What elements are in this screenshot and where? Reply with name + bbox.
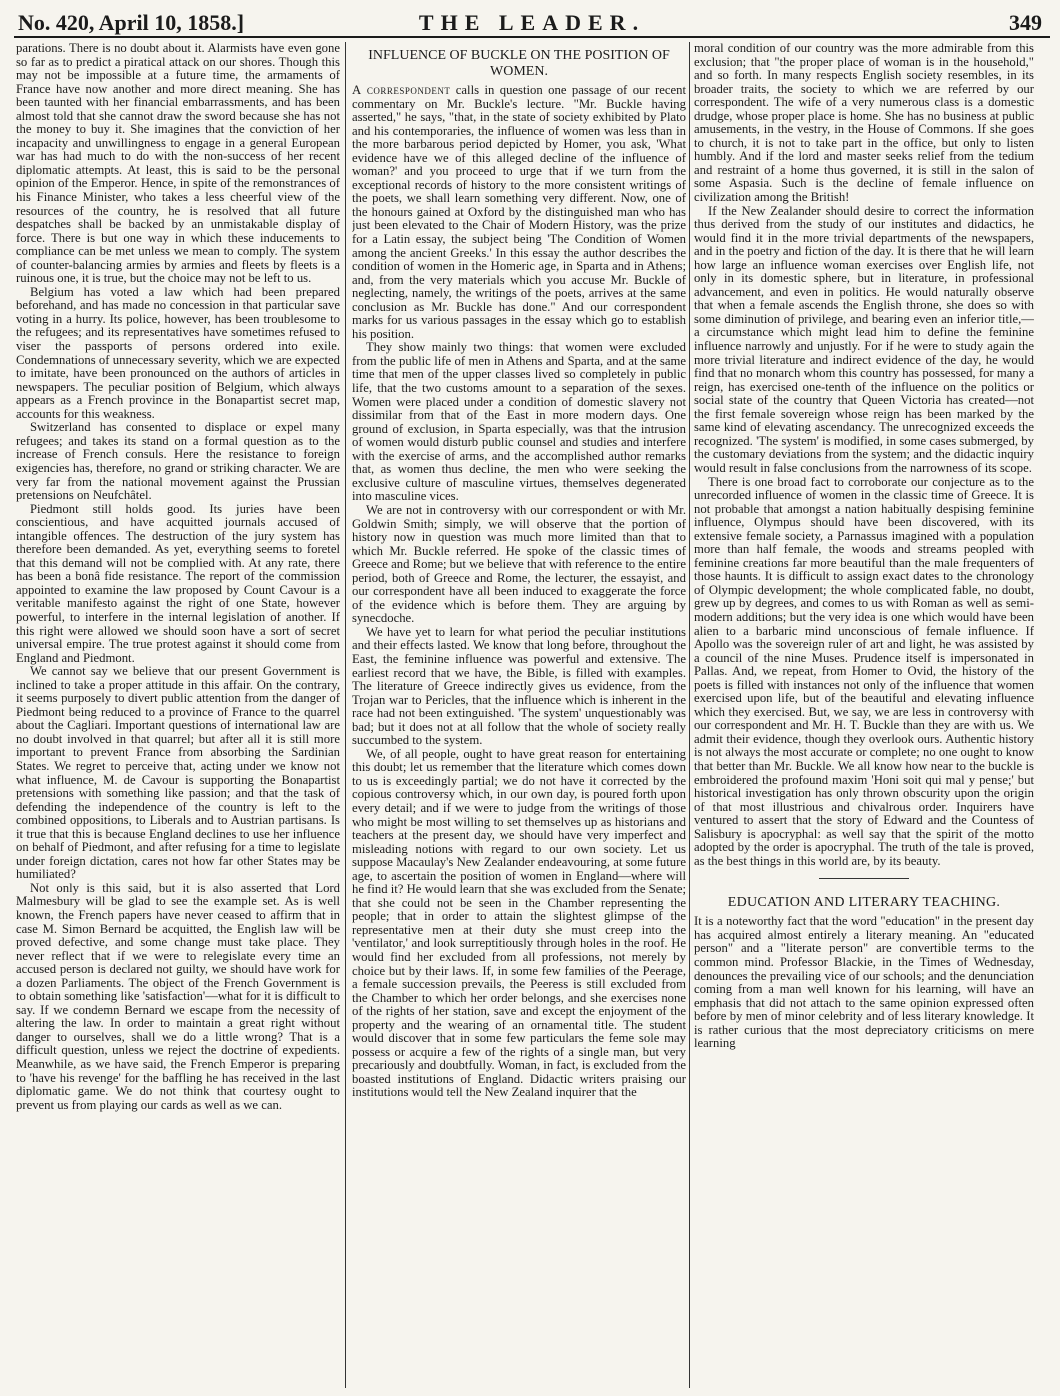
article-heading: EDUCATION AND LITERARY TEACHING. <box>727 895 1001 911</box>
page-number: 349 <box>1009 10 1042 35</box>
article-lead: A correspondent <box>352 83 451 97</box>
masthead <box>14 6 1050 38</box>
column-left <box>16 42 340 1388</box>
issue-info: No. 420, April 10, 1858.] <box>18 10 245 35</box>
article-paragraph: Not only is this said, but it is also asserted that Lord Malmesbury will be glad to see the example set. As is well known, the French papers have never ceased to affirm that in case M. Simon Bernard be acquitted, the English law will be proved defective, and some change must take place. They never reflect that if we were to relegislate every time an accused person is declared not guilty, we should have work for a dozen Parliaments. The object of the French Government is to obtain something like 'satisfaction'—what for it is difficult to say. If we condemn Bernard we escape from the necessity of altering the law. In order to maintain a great right without danger to ourselves, shall we do a little wrong? That is a difficult question, unless we reject the doctrine of expedients. Meanwhile, as we have said, the French Emperor is preparing to 'have his revenge' for the baffling he has received in the last diplomatic game. We do not think that courtesy ought to prevent us from playing our cards as well as we can. <box>16 880 340 1112</box>
column-rule <box>345 42 346 1388</box>
article-paragraph: We cannot say we believe that our present Government is inclined to take a proper attitude in this affair. On the contrary, it seems purposely to divert public attention from the danger of Piedmont being reduced to a province of France to the quarrel about the Cagliari. Important questions of international law are no doubt involved in that quarrel; but after all it is still more important to prevent France from absorbing the Sardinian States. We regret to perceive that, acting under we know not what influence, M. de Cavour is supporting the Bonapartist pretensions with something like passion; and that the task of defending the independence of the country is left to the combined oppositions, to Liberals and to Austrian partisans. Is it true that this is because England declines to use her influence on behalf of Piedmont, and after refusing for a time to legislate under foreign dictation, cares not how far other States may be humiliated? <box>16 664 340 882</box>
column-middle <box>352 42 686 1388</box>
article-paragraph: There is one broad fact to corroborate our conjecture as to the unrecorded influence of women in the classic time of Greece. It is not probable that amongst a nation habitually despising feminine influence, Olympus should have been discovered, with its extensive female society, a Parnassus imagined with a population more than half female, the woods and streams peopled with feminine creations far more beautiful than the male frequenters of those haunts. It is difficult to assign exact dates to the chronology of Olympic development; the whole complicated fable, no doubt, grew up by degrees, and comes to us with Roman as well as semi-modern additions; but the very idea is one which would have been alien to a barbaric mind unconscious of female influence. If Apollo was the sovereign ruler of art and light, he was assisted by a council of the nine Muses. Prudence itself is impersonated in Pallas. And, we repeat, from Homer to Ovid, the history of the poets is filled with instances not only of the influence that women exercised upon life, but of the beautiful and elevating influence which they exercised. But, we say, we are less in controversy with our correspondent and Mr. H. T. Buckle than they are with us. We admit their evidence, though they overlook ours. Authentic history is not always the most accurate or complete; no one ought to know that better than Mr. Buckle. We all know how near to the buckle is embroidered the profound maxim 'Honi soit qui mal y pense;' but historical investigation has only thrown obscurity upon the origin of that most illustrious and chivalrous order. Inquirers have ventured to assert that the story of Edward and the Countess of Salisbury is apocryphal: as well say that the spirit of the motto adopted by the order is apocryphal. The truth of the tale is proved, as the best things in this world are, by its beauty. <box>694 474 1034 868</box>
article-paragraph: If the New Zealander should desire to correct the information thus derived from the study of our institutes and didactics, he would find it in the more trivial departments of the newspapers, and in the poetry and fiction of the day. It is there that he will learn how large an influence woman exercises over English life, not only in its domestic sphere, but in literature, in professional advancement, and even in politics. He would naturally observe that when a female ascends the English throne, she does so with some diminution of privilege, and bearing even an inferior title,—a circumstance which might lead him to define the feminine influence narrowly and unjustly. For if he were to study again the more trivial literature and indirect evidence of the day, he would find that no monarch whom this country has possessed, for many a reign, has exercised one-tenth of the influence on the politics or social state of the country that Queen Victoria has created—not the first female sovereign whose reign has been marked by the same kind of elevating ascendancy. The unrecognized exceeds the recognized. 'The system' is modified, in some cases submerged, by the customary deviations from the system; and the didactic inquiry would result in false conclusions from the narrowness of its scope. <box>694 203 1034 475</box>
article-paragraph: Switzerland has consented to displace or expel many refugees; and takes its stand on a formal question as to the increase of French consuls. Here the resistance to foreign exigencies has, therefore, no grand or striking character. We are very far from the national movement against the Prussian pretensions on Neufchâtel. <box>16 420 340 503</box>
article-paragraph: We are not in controversy with our correspondent or with Mr. Goldwin Smith; simply, we will observe that the portion of history now in question was much more limited than that to which Mr. Buckle referred. He spoke of the classic times of Greece and Rome; but we believe that with reference to the entire period, both of Greece and Rome, the lecturer, the essayist, and our correspondent have all been induced to exaggerate the force of the evidence which is before them. They are arguing by synecdoche. <box>352 502 686 626</box>
column-right <box>694 42 1034 1388</box>
article-paragraph: We have yet to learn for what period the peculiar institutions and their effects lasted. We know that long before, throughout the East, the feminine influence was powerful and extensive. The earliest record that we have, the Bible, is filled with examples. The literature of Greece indirectly gives us evidence, from the Trojan war to Pericles, that the influence which is inherent in the race had not been extinguished. 'The system' unquestionably was bad; but it does not at all follow that the whole of society really succumbed to the system. <box>352 624 686 748</box>
article-paragraph: They show mainly two things: that women were excluded from the public life of men in Athens and Sparta, and at the same time that men of the upper classes lived so completely in public life, that the two customs amount to a separation of the sexes. Women were placed under a condition of domestic slavery not dissimilar from that of the East in more modern days. One ground of exclusion, in Sparta especially, was that the intrusion of women would disturb public counsel and studies and interfere with the exercise of arms, and the accomplished author remarks that, as women thus decline, the men who were seeking the exclusive culture of masculine virtues, themselves degenerated into masculine vices. <box>352 340 686 504</box>
column-rule <box>689 42 690 1388</box>
article-paragraph: moral condition of our country was the more admirable from this exclusion; that "the proper place of woman is in the household," and so forth. In many respects English society resembles, in its broader traits, the society to which we are referred by our correspondent. The wife of a very numerous class is a domestic drudge, whose proper place is home. She has no business at public amusements, in the vestry, in the House of Commons. If she goes to church, it is not to take part in the office, but only to listen humbly. And if the lord and master seeks relief from the tedium and restraint of a home thus governed, it is still in the salon of some Aspasia. Such is the decline of female influence on civilization among the British! <box>694 42 1034 205</box>
newspaper-title: THE LEADER. <box>418 10 646 35</box>
article-heading: INFLUENCE OF BUCKLE ON THE POSITION OF WOMEN. <box>368 48 670 79</box>
article-paragraph: Piedmont still holds good. Its juries have been conscientious, and have acquitted journals accused of intangible offences. The destruction of the jury system has therefore been demanded. As yet, everything seems to foretel that this demand will not be complied with. At any rate, there has been a bonâ fide resistance. The report of the commission appointed to examine the law proposed by Count Cavour is a veritable manifesto against the right of one State, however powerful, to interfere in the internal legislation of another. If this right were allowed we should soon have a sort of secret universal empire. The true protest against it should come from England and Piedmont. <box>16 501 340 665</box>
article-paragraph: Belgium has voted a law which had been prepared beforehand, and has made no concession in that particular save voting in a hurry. Its police, however, has been troublesome to the refugees; and its representatives have sometimes refused to viser the passports of persons ordered into exile. Condemnations of unnecessary severity, which we are expected to imitate, have been pronounced on the authors of articles in newspapers. The peculiar position of Belgium, which always appears as a French province in the Bonapartist secret map, accounts for this weakness. <box>16 284 340 421</box>
article-paragraph: parations. There is no doubt about it. Alarmists have even gone so far as to predict a piratical attack on our shores. Though this may not be impossible at a future time, the armaments of France have now another and more direct meaning. She has been taunted with her financial embarrassments, and has been almost told that she cannot draw the sword because she has not the money to buy it. She imagines that the conviction of her incapacity and unwillingness to engage in a general European war has had much to do with the non-success of her recent diplomatic attempts. At least, this is said to be the personal opinion of the Emperor. Hence, in spite of the remonstrances of his Finance Minister, who takes a less cheerful view of the resources of the country, he is resolved that all future despatches shall be backed by an unmistakable display of force. There is but one way in which these inducements to compliance can be met unless we mean to comply. The system of counter-balancing armies by armies and fleets by fleets is a ruinous one, it is true, but the choice may not be left to us. <box>16 42 340 286</box>
article-paragraph <box>352 84 686 341</box>
article-paragraph-text: calls in question one passage of our recent commentary on Mr. Buckle's lecture. "Mr. Buckle having asserted," he says, "that, in the state of society exhibited by Plato and his contemporaries, the influence of women was less than in the more barbarous period depicted by Homer, you ask, 'What evidence have we of this alleged decline of the influence of woman?' and you proceed to urge that if we turn from the exceptional records of history to the more consistent writings of the poets, we shall learn something very different. Now, one of the honours gained at Oxford by the distinguished man who has just been elevated to the Chair of Modern History, was the prize for a Latin essay, the subject being 'The Condition of Women among the ancient Greeks.' In this essay the author describes the condition of women in the Homeric age, in Sparta and in Athens; and, from the very materials which you accuse Mr. Buckle of neglecting, namely, the writings of the poets, arrives at the same conclusion as Mr. Buckle has done." And our correspondent marks for us various passages in the essay which go to establish his position. <box>352 83 686 341</box>
article-paragraph: We, of all people, ought to have great reason for entertaining this doubt; let us remember that the literature which comes down to us is exceedingly partial; we do not have it corrected by the copious controversy which, in our own day, is poured forth upon every detail; and if we were to judge from the writings of those who might be most willing to set themselves up as historians and teachers at the present day, we should have very imperfect and misleading notions with regard to our own society. Let us suppose Macaulay's New Zealander endeavouring, at some future age, to ascertain the position of women in England—where will he find it? He would learn that she was excluded from the Senate; that she could not be seen in the Chamber representing the people; that in order to attain the slightest glimpse of the representative men at their duty she must creep into the 'ventilator,' and look surreptitiously through holes in the roof. He would find her excluded from all professions, not merely by choice but by their laws. If, in some few families of the Peerage, a female succession prevails, the Peeress is still excluded from the Chamber to which her order belongs, and she exercises none of the rights of her station, save and except the enjoyment of the property and the wearing of an ornamental title. The student would discover that in some few particulars the feme sole may possess or acquire a few of the rights of a single man, but very precariously and doubtfully. Woman, in fact, is excluded from the boasted institutions of England. Didactic writers praising our institutions would tell the New Zealand inquirer that the <box>352 746 686 1100</box>
article-paragraph: It is a noteworthy fact that the word "education" in the present day has acquired almost entirely a literary meaning. An "educated person" and a "literate person" are convertible terms to the common mind. Professor Blackie, in the Times of Wednesday, denounces the prevailing vice of our schools; and the denunciation coming from a man well known for his learning, will have an emphasis that did not attach to the same opinion expressed often before by men of minor celebrity and of less literary knowledge. It is rather curious that the most depreciatory criticisms on mere learning <box>694 914 1034 1051</box>
section-divider <box>819 878 909 879</box>
